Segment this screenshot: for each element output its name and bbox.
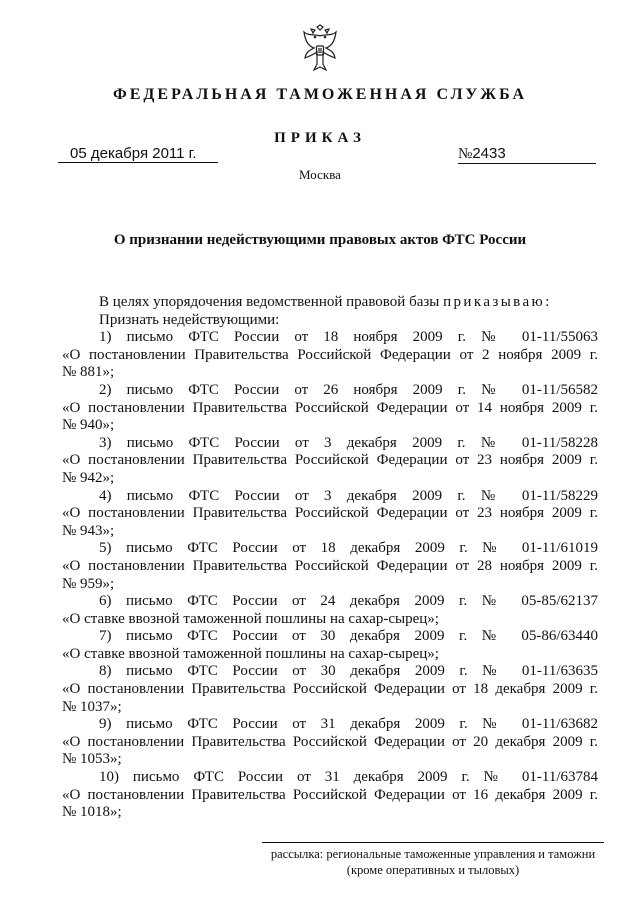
letter-reference: 10) письмо ФТС России от 31 декабря 2009 г. № 01-11/63784 — [99, 769, 598, 786]
letter-title: «О ставке ввозной таможенной пошлины на сахар-сырец»; — [62, 645, 439, 662]
letters-list — [62, 329, 598, 822]
mailing-line-1: рассылка: региональные таможенные управления и таможни — [270, 847, 596, 861]
footer-divider — [262, 842, 604, 843]
letter-title: «О постановлении Правительства Российской Федерации от 23 ноября 2009 г. — [62, 505, 598, 522]
letter-reference: 9) письмо ФТС России от 31 декабря 2009 г. № 01-11/63682 — [99, 716, 598, 733]
list-item — [62, 716, 598, 769]
letter-reference: 5) письмо ФТС России от 18 декабря 2009 г. № 01-11/61019 — [99, 540, 598, 557]
russian-coat-of-arms-icon — [300, 24, 340, 74]
order-date: 05 декабря 2011 г. — [58, 145, 218, 163]
number-sign: № — [458, 146, 473, 162]
order-number-field — [458, 145, 596, 164]
letter-title-end: № 959»; — [62, 575, 115, 592]
letter-title: «О постановлении Правительства Российской Федерации от 14 ноября 2009 г. — [62, 399, 598, 416]
list-item — [62, 382, 598, 435]
list-item — [62, 435, 598, 488]
letter-title: «О постановлении Правительства Российской Федерации от 16 декабря 2009 г. — [62, 786, 598, 803]
preamble — [62, 294, 598, 312]
letter-reference: 4) письмо ФТС России от 3 декабря 2009 г. № 01-11/58229 — [99, 487, 598, 504]
letter-reference: 2) письмо ФТС России от 26 ноября 2009 г. № 01-11/56582 — [99, 381, 598, 398]
list-item — [62, 769, 598, 822]
letter-reference: 6) письмо ФТС России от 24 декабря 2009 г. № 05-85/62137 — [99, 593, 598, 610]
letter-title-end: № 1053»; — [62, 751, 122, 768]
declare-line: Признать недействующими: — [99, 311, 280, 328]
list-item — [62, 628, 598, 663]
mailing-list — [262, 846, 604, 878]
list-item — [62, 540, 598, 593]
list-item — [62, 663, 598, 716]
letter-title: «О постановлении Правительства Российской Федерации от 20 декабря 2009 г. — [62, 733, 598, 750]
letter-reference: 3) письмо ФТС России от 3 декабря 2009 г. № 01-11/58228 — [99, 434, 598, 451]
letter-title: «О ставке ввозной таможенной пошлины на сахар-сырец»; — [62, 610, 439, 627]
letter-reference: 8) письмо ФТС России от 30 декабря 2009 г. № 01-11/63635 — [99, 663, 598, 680]
letter-title: «О постановлении Правительства Российской Федерации от 18 декабря 2009 г. — [62, 681, 598, 698]
order-body — [62, 294, 598, 822]
letter-title-end: № 1037»; — [62, 698, 122, 715]
city: Москва — [299, 167, 341, 182]
letter-reference: 7) письмо ФТС России от 30 декабря 2009 г. № 05-86/63440 — [99, 628, 598, 645]
letter-title: «О постановлении Правительства Российской Федерации от 2 ноября 2009 г. — [62, 346, 598, 363]
letter-title-end: № 942»; — [62, 469, 115, 486]
order-number: 2433 — [472, 145, 506, 162]
letter-reference: 1) письмо ФТС России от 18 ноября 2009 г. № 01-11/55063 — [99, 329, 598, 346]
order-subject: О признании недействующими правовых актов ФТС России — [113, 232, 527, 248]
letter-title-end: № 943»; — [62, 522, 115, 539]
list-item — [62, 488, 598, 541]
document-type: ПРИКАЗ — [274, 130, 366, 146]
letter-title-end: № 1018»; — [62, 804, 122, 821]
letter-title: «О постановлении Правительства Российской Федерации от 28 ноября 2009 г. — [62, 557, 598, 574]
agency-name: ФЕДЕРАЛЬНАЯ ТАМОЖЕННАЯ СЛУЖБА — [112, 86, 528, 103]
list-item — [62, 329, 598, 382]
letter-title: «О постановлении Правительства Российской Федерации от 23 ноября 2009 г. — [62, 452, 598, 469]
letter-title-end: № 881»; — [62, 364, 115, 381]
mailing-line-2: (кроме оперативных и тыловых) — [346, 863, 520, 877]
preamble-text: В целях упорядочения ведомственной правовой базы — [99, 294, 440, 310]
list-item — [62, 593, 598, 628]
preamble-command: приказываю: — [443, 294, 552, 310]
letter-title-end: № 940»; — [62, 417, 115, 434]
